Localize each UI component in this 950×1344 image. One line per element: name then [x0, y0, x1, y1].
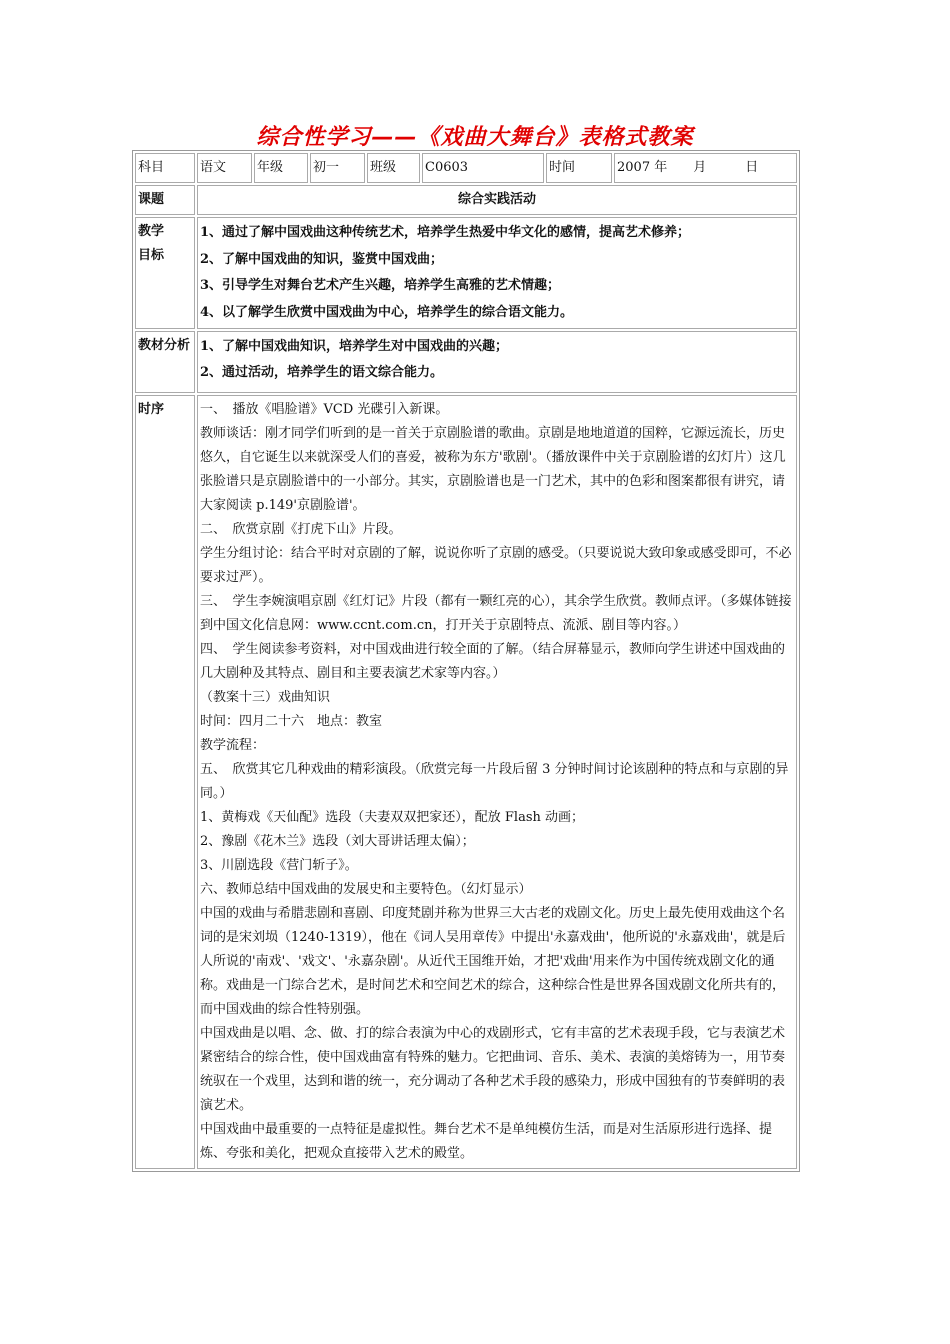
topic-row	[135, 185, 797, 215]
document-title: 综合性学习——《戏曲大舞台》表格式教案	[256, 125, 694, 150]
header-row	[135, 153, 797, 183]
procedure-paragraph: 中国戏曲中最重要的一点特征是虚拟性。舞台艺术不是单纯模仿生活，而是对生活原形进行选择、提炼、夸张和美化，把观众直接带入艺术的殿堂。	[200, 1122, 773, 1161]
procedure-paragraph: 时间：四月二十六 地点：教室	[200, 714, 383, 729]
procedure-paragraph: 学生分组讨论：结合平时对京剧的了解，说说你听了京剧的感受。（只要说说大致印象或感受即可，不必要求过严）。	[200, 546, 792, 585]
procedure-paragraph: 一、 播放《唱脸谱》VCD 光碟引入新课。	[200, 402, 449, 417]
objective-item: 4、以了解学生欣赏中国戏曲为中心，培养学生的综合语文能力。	[200, 304, 574, 320]
procedure-paragraph: 二、 欣赏京剧《打虎下山》片段。	[200, 522, 402, 537]
procedure-content	[197, 395, 797, 1169]
material-item: 1、了解中国戏曲知识，培养学生对中国戏曲的兴趣；	[200, 339, 509, 354]
objective-item: 1、通过了解中国戏曲这种传统艺术，培养学生热爱中华文化的感情，提高艺术修养；	[200, 225, 691, 240]
procedure-paragraph: 2、豫剧《花木兰》选段（刘大哥讲话理太偏）；	[200, 834, 475, 849]
topic-value: 综合实践活动	[197, 185, 797, 215]
grade-label: 年级	[254, 153, 308, 183]
topic-label: 课题	[135, 185, 195, 215]
class-value: C0603	[422, 153, 544, 183]
subject-label: 科目	[135, 153, 195, 183]
procedure-paragraph: 中国的戏曲与希腊悲剧和喜剧、印度梵剧并称为世界三大古老的戏剧文化。历史上最先使用戏曲这个名词的是宋刘埙（1240-1319），他在《词人吴用章传》中提出'永嘉戏曲'，他所说的'永嘉戏曲'，就是后人所说的'南戏'、'戏文'、'永嘉杂剧'。从近代王国维开始，才把'戏曲'用来作为中国传统戏剧文化的通称。戏曲是一门综合艺术，是时间艺术和空间艺术的综合，这种综合性是世界各国戏剧文化所共有的，而中国戏曲的综合性特别强。	[200, 906, 786, 1017]
objective-item: 2、了解中国戏曲的知识，鉴赏中国戏曲；	[200, 251, 444, 267]
material-analysis-row	[135, 331, 797, 393]
objectives-label-line2: 目标	[138, 248, 165, 263]
lesson-plan-table	[132, 150, 800, 1172]
time-label: 时间	[546, 153, 612, 183]
subject-value: 语文	[197, 153, 252, 183]
procedure-paragraph: 教学流程：	[200, 738, 266, 753]
procedure-paragraph: 三、 学生李婉演唱京剧《红灯记》片段（都有一颗红亮的心），其余学生欣赏。教师点评。（多媒体链接到中国文化信息网：www.ccnt.com.cn，打开关于京剧特点、流派、剧目等内容。）	[200, 594, 792, 633]
objectives-content	[197, 217, 797, 329]
procedure-paragraph: 教师谈话：刚才同学们听到的是一首关于京剧脸谱的歌曲。京剧是地地道道的国粹，它源远流长，历史悠久，自它诞生以来就深受人们的喜爱，被称为东方'歌剧'。（播放课件中关于京剧脸谱的幻灯片）这几张脸谱只是京剧脸谱中的一小部分。其实，京剧脸谱也是一门艺术，其中的色彩和图案都很有讲究，请大家阅读 p.149'京剧脸谱'。	[200, 426, 786, 513]
procedure-paragraph: 3、川剧选段《营门斩子》。	[200, 858, 358, 873]
time-value: 2007 年 月 日	[614, 153, 797, 183]
objectives-row	[135, 217, 797, 329]
procedure-paragraph: 中国戏曲是以唱、念、做、打的综合表演为中心的戏剧形式，它有丰富的艺术表现手段，它与表演艺术紧密结合的综合性，使中国戏曲富有特殊的魅力。它把曲词、音乐、美术、表演的美熔铸为一，用节奏统驭在一个戏里，达到和谐的统一，充分调动了各种艺术手段的感染力，形成中国独有的节奏鲜明的表演艺术。	[200, 1026, 786, 1113]
procedure-paragraph: 六、教师总结中国戏曲的发展史和主要特色。（幻灯显示）	[200, 882, 532, 897]
class-label: 班级	[367, 153, 420, 183]
procedure-paragraph: 四、 学生阅读参考资料，对中国戏曲进行较全面的了解。（结合屏幕显示，教师向学生讲述中国戏曲的几大剧种及其特点、剧目和主要表演艺术家等内容。）	[200, 642, 786, 681]
procedure-paragraph: 1、黄梅戏《天仙配》选段（夫妻双双把家还），配放 Flash 动画；	[200, 810, 585, 825]
grade-value: 初一	[310, 153, 365, 183]
procedure-row	[135, 395, 797, 1169]
material-analysis-content	[197, 331, 797, 393]
material-item: 2、通过活动，培养学生的语文综合能力。	[200, 365, 444, 380]
procedure-paragraph: 五、 欣赏其它几种戏曲的精彩演段。（欣赏完每一片段后留 3 分钟时间讨论该剧种的特点和与京剧的异同。）	[200, 762, 789, 801]
material-analysis-label: 教材分析	[135, 331, 195, 393]
procedure-label: 时序	[135, 395, 195, 1169]
objectives-label	[135, 217, 195, 329]
objectives-label-line1: 教学	[138, 224, 165, 239]
procedure-paragraph: （教案十三）戏曲知识	[200, 690, 331, 705]
objective-item: 3、引导学生对舞台艺术产生兴趣，培养学生高雅的艺术情趣；	[200, 278, 561, 293]
